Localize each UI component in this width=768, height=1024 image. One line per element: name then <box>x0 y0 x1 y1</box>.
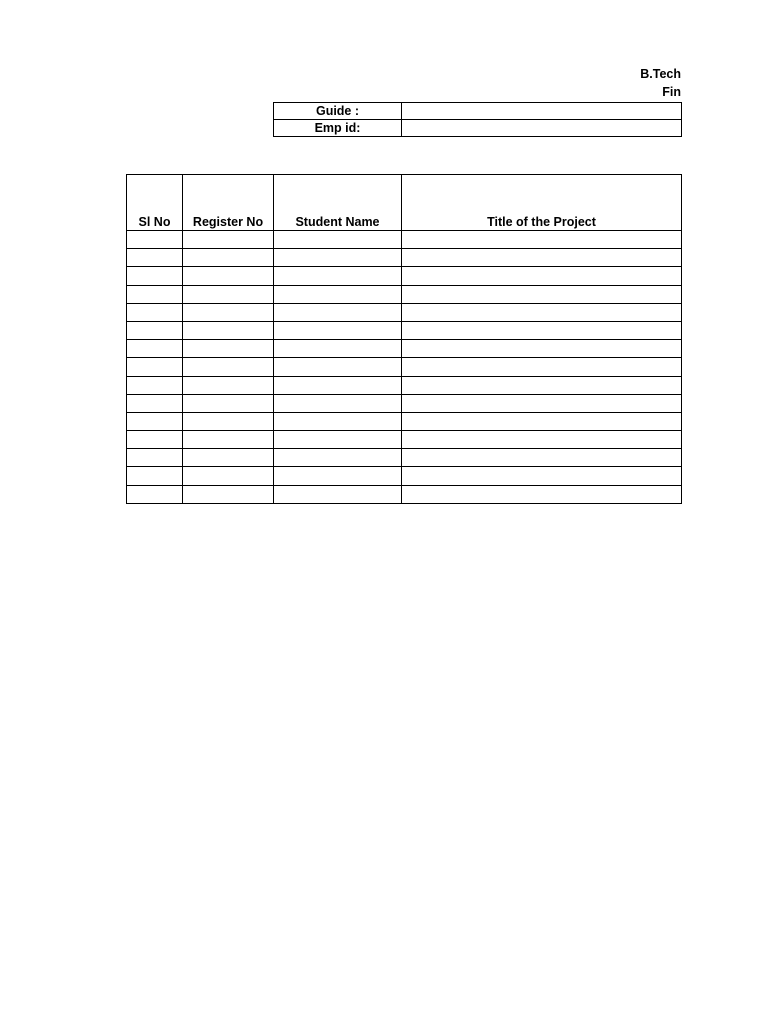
student-name-cell[interactable] <box>274 394 402 412</box>
student-name-cell[interactable] <box>274 467 402 485</box>
student-name-cell[interactable] <box>274 412 402 430</box>
register-no-cell[interactable] <box>183 467 274 485</box>
register-no-cell[interactable] <box>183 449 274 467</box>
register-no-cell[interactable] <box>183 249 274 267</box>
table-row <box>127 467 682 485</box>
student-name-cell[interactable] <box>274 285 402 303</box>
table-row <box>127 376 682 394</box>
table-row <box>127 267 682 285</box>
project-title-cell[interactable] <box>402 249 682 267</box>
sl-no-cell[interactable] <box>127 285 183 303</box>
table-row <box>127 358 682 376</box>
student-name-cell[interactable] <box>274 249 402 267</box>
column-header-register-no: Register No <box>183 175 274 231</box>
guide-row <box>274 103 682 120</box>
student-name-cell[interactable] <box>274 449 402 467</box>
project-title-cell[interactable] <box>402 412 682 430</box>
guide-value-cell[interactable] <box>402 103 682 120</box>
table-body <box>127 231 682 504</box>
register-no-cell[interactable] <box>183 231 274 249</box>
empid-value-cell[interactable] <box>402 120 682 137</box>
table-row <box>127 340 682 358</box>
sl-no-cell[interactable] <box>127 376 183 394</box>
sl-no-cell[interactable] <box>127 485 183 503</box>
register-no-cell[interactable] <box>183 285 274 303</box>
project-table <box>126 174 682 504</box>
project-title-cell[interactable] <box>402 467 682 485</box>
sl-no-cell[interactable] <box>127 321 183 339</box>
project-title-cell[interactable] <box>402 303 682 321</box>
project-title-cell[interactable] <box>402 340 682 358</box>
student-name-cell[interactable] <box>274 321 402 339</box>
register-no-cell[interactable] <box>183 358 274 376</box>
table-row <box>127 449 682 467</box>
sl-no-cell[interactable] <box>127 303 183 321</box>
table-row <box>127 249 682 267</box>
sl-no-cell[interactable] <box>127 358 183 376</box>
project-title-cell[interactable] <box>402 394 682 412</box>
student-name-cell[interactable] <box>274 485 402 503</box>
column-header-student-name: Student Name <box>274 175 402 231</box>
project-title-cell[interactable] <box>402 267 682 285</box>
table-row <box>127 431 682 449</box>
student-name-cell[interactable] <box>274 358 402 376</box>
student-name-cell[interactable] <box>274 376 402 394</box>
project-title-cell[interactable] <box>402 321 682 339</box>
register-no-cell[interactable] <box>183 412 274 430</box>
empid-label: Emp id: <box>274 120 402 137</box>
column-header-sl-no: Sl No <box>127 175 183 231</box>
table-row <box>127 303 682 321</box>
sl-no-cell[interactable] <box>127 394 183 412</box>
student-name-cell[interactable] <box>274 303 402 321</box>
project-title-cell[interactable] <box>402 285 682 303</box>
table-row <box>127 231 682 249</box>
project-title-cell[interactable] <box>402 376 682 394</box>
guide-info-table <box>273 102 682 137</box>
sl-no-cell[interactable] <box>127 467 183 485</box>
student-name-cell[interactable] <box>274 231 402 249</box>
table-row <box>127 394 682 412</box>
sl-no-cell[interactable] <box>127 267 183 285</box>
sl-no-cell[interactable] <box>127 249 183 267</box>
register-no-cell[interactable] <box>183 303 274 321</box>
header-title-line-1 <box>400 65 681 83</box>
register-no-cell[interactable] <box>183 321 274 339</box>
register-no-cell[interactable] <box>183 431 274 449</box>
empid-row <box>274 120 682 137</box>
column-header-project-title: Title of the Project <box>402 175 682 231</box>
table-row <box>127 412 682 430</box>
header-title-text: B.Tech <box>640 67 681 81</box>
sl-no-cell[interactable] <box>127 340 183 358</box>
student-name-cell[interactable] <box>274 340 402 358</box>
guide-label: Guide : <box>274 103 402 120</box>
project-title-cell[interactable] <box>402 231 682 249</box>
project-title-cell[interactable] <box>402 431 682 449</box>
student-name-cell[interactable] <box>274 431 402 449</box>
register-no-cell[interactable] <box>183 376 274 394</box>
sl-no-cell[interactable] <box>127 449 183 467</box>
header-title-line-2 <box>400 83 681 101</box>
project-title-cell[interactable] <box>402 485 682 503</box>
table-row <box>127 285 682 303</box>
project-title-cell[interactable] <box>402 449 682 467</box>
sl-no-cell[interactable] <box>127 231 183 249</box>
sl-no-cell[interactable] <box>127 412 183 430</box>
table-row <box>127 485 682 503</box>
header-subtitle-text: Fin <box>662 85 681 99</box>
project-title-cell[interactable] <box>402 358 682 376</box>
table-header-row <box>127 175 682 231</box>
register-no-cell[interactable] <box>183 485 274 503</box>
register-no-cell[interactable] <box>183 267 274 285</box>
register-no-cell[interactable] <box>183 394 274 412</box>
table-row <box>127 321 682 339</box>
register-no-cell[interactable] <box>183 340 274 358</box>
sl-no-cell[interactable] <box>127 431 183 449</box>
student-name-cell[interactable] <box>274 267 402 285</box>
